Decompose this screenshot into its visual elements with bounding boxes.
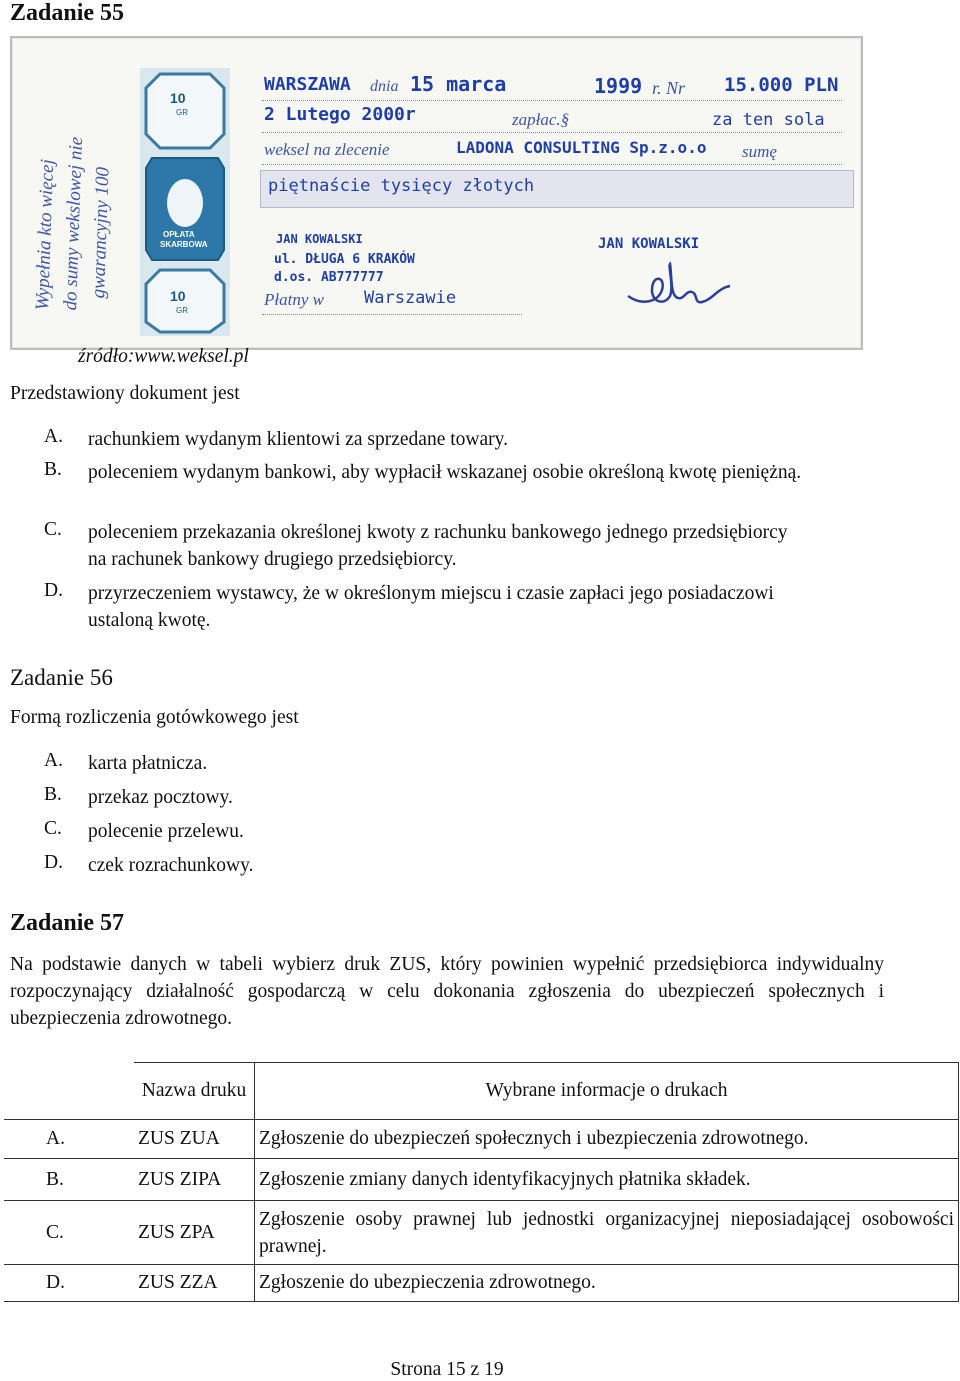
cheque-amount: 15.000 PLN xyxy=(724,74,839,96)
image-source: źródło:www.weksel.pl xyxy=(78,346,249,367)
task-55-option-b: B. poleceniem wydanym bankowi, aby wypłacił wskazanej osobie określoną kwotę pieniężną. xyxy=(44,459,802,483)
cheque-due-date: 2 Lutego 2000r xyxy=(264,104,416,125)
task-56-question: Formą rozliczenia gotówkowego jest xyxy=(10,707,299,728)
cheque-date: 15 marca xyxy=(410,72,507,96)
side-note-2: do sumy wekslowej nie xyxy=(60,136,88,311)
cheque-city: WARSZAWA xyxy=(264,74,351,95)
task-56-title: Zadanie 56 xyxy=(10,665,113,690)
cheque-zaplac: zapłac.§ xyxy=(512,110,570,129)
signature-printed-name: JAN KOWALSKI xyxy=(598,236,700,252)
task-55-option-a: A. rachunkiem wydanym klientowi za sprzedane towary. xyxy=(44,426,509,450)
task-56-option-b: B. przekaz pocztowy. xyxy=(44,784,233,808)
task-56-option-a: A. karta płatnicza. xyxy=(44,750,208,774)
cheque-payee: LADONA CONSULTING Sp.z.o.o xyxy=(456,138,707,157)
task-55-option-c: C. poleceniem przekazania określonej kwoty z rachunku bankowego jednego przedsiębiorcy na rachunek bankowy drugiego przedsiębiorcy. xyxy=(44,519,788,570)
table-header-row xyxy=(4,1063,959,1120)
task-56-option-d: D. czek rozrachunkowy. xyxy=(44,852,254,876)
stamp-mid-line2: SKARBOWA xyxy=(160,240,208,249)
task-55-question: Przedstawiony dokument jest xyxy=(10,383,240,404)
stamp-bottom-value: 10 xyxy=(170,288,186,304)
issuer-name: JAN KOWALSKI xyxy=(276,232,363,246)
table-row: C. ZUS ZPA Zgłoszenie osoby prawnej lub jednostki organizacyjnej nieposiadającej osobowości prawnej. xyxy=(4,1201,959,1265)
page-number: Strona 15 z 19 xyxy=(390,1359,504,1380)
header-form-info: Wybrane informacje o drukach xyxy=(255,1063,959,1120)
cheque-amount-words: piętnaście tysięcy złotych xyxy=(268,176,535,196)
cheque-nr-label: r. Nr xyxy=(652,78,686,98)
side-note-1: Wypełnia kto więcej xyxy=(32,158,59,311)
table-row: B. ZUS ZIPA Zgłoszenie zmiany danych identyfikacyjnych płatnika składek. xyxy=(4,1159,959,1201)
side-note-3: gwarancyjny 100 xyxy=(88,166,114,299)
issuer-street: ul. DŁUGA 6 KRAKÓW xyxy=(274,252,415,267)
issuer-id: d.os. AB777777 xyxy=(274,270,384,285)
table-row: D. ZUS ZZA Zgłoszenie do ubezpieczenia zdrowotnego. xyxy=(4,1265,959,1302)
stamp-top-unit: GR xyxy=(176,108,188,117)
zus-forms-table xyxy=(4,1062,959,1302)
task-55-option-d: D. przyrzeczeniem wystawcy, że w określonym miejscu i czasie zapłaci jego posiadaczowi ustaloną kwotę. xyxy=(44,580,774,631)
cheque-platny-label: Płatny w xyxy=(264,290,324,309)
header-form-name: Nazwa druku xyxy=(134,1063,255,1120)
task-55-title: Zadanie 55 xyxy=(10,0,125,26)
task-57-question: Na podstawie danych w tabeli wybierz druk ZUS, który powinien wypełnić przedsiębiorca indywidualny rozpoczynający działalność gospodarczą w celu dokonania zgłoszenia do ubezpieczeń społecznych i ubezpieczenia zdrowotnego. xyxy=(10,954,884,1029)
cheque-sume: sumę xyxy=(742,142,777,161)
stamp-top-value: 10 xyxy=(170,90,186,106)
signature-icon xyxy=(622,256,742,316)
cheque-platny-city: Warszawie xyxy=(364,288,457,308)
task-57-title: Zadanie 57 xyxy=(10,910,125,936)
stamp-mid-line1: OPŁATA xyxy=(163,230,195,239)
cheque-dnia: dnia xyxy=(370,78,399,95)
table-row: A. ZUS ZUA Zgłoszenie do ubezpieczeń społecznych i ubezpieczenia zdrowotnego. xyxy=(4,1120,959,1159)
tax-stamps xyxy=(140,68,230,336)
cheque-weksel: weksel na zlecenie xyxy=(264,140,390,159)
promissory-note-image xyxy=(10,36,863,350)
task-56-option-c: C. polecenie przelewu. xyxy=(44,818,244,842)
stamp-bottom-unit: GR xyxy=(176,306,188,315)
cheque-za-ten-sola: za ten sola xyxy=(712,110,825,130)
cheque-year: 1999 xyxy=(594,74,643,98)
